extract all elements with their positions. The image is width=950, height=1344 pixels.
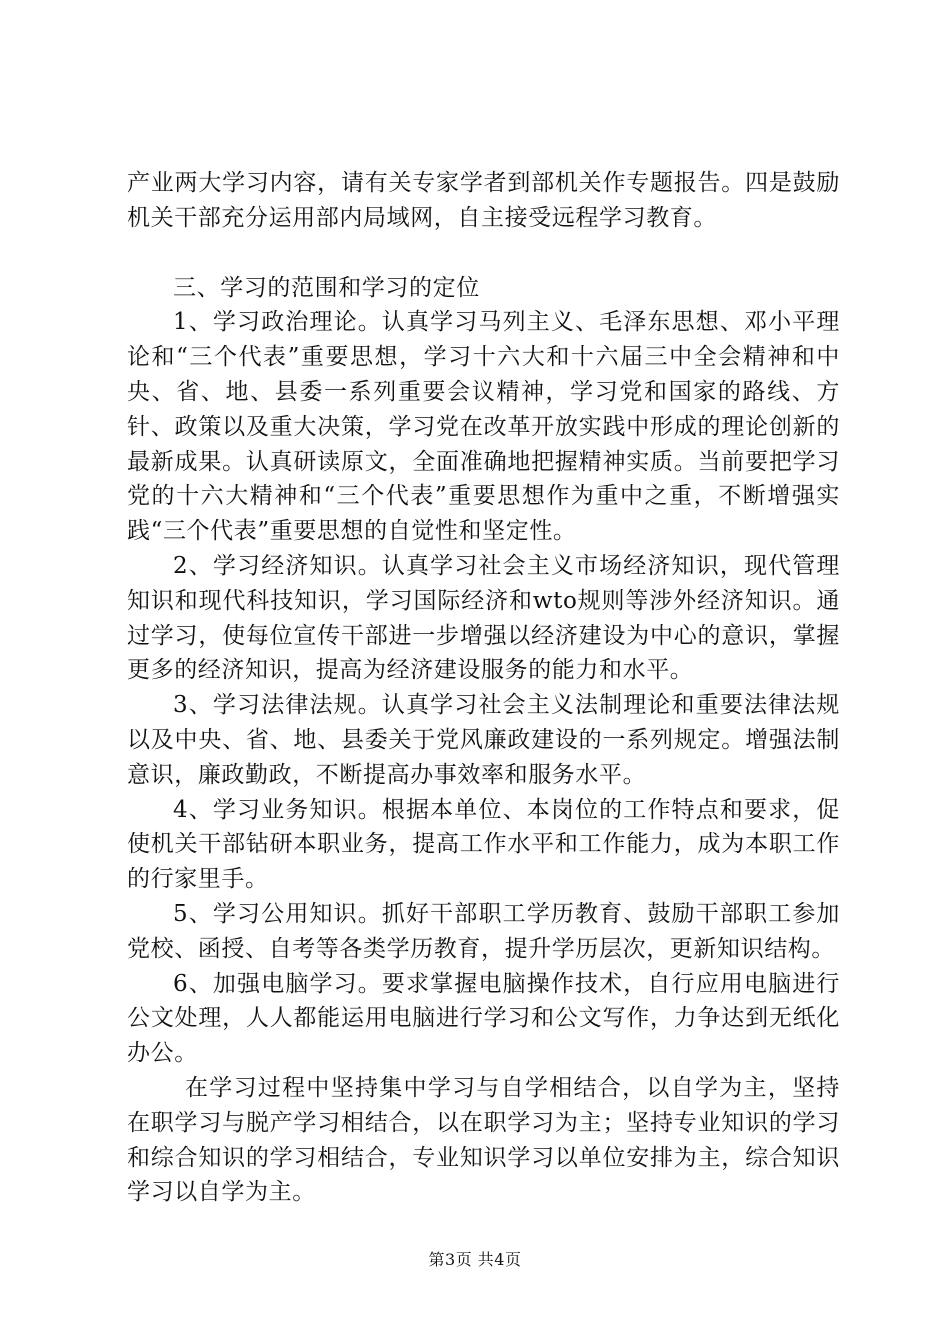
paragraph-economic-knowledge: 2、学习经济知识。认真学习社会主义市场经济知识，现代管理知识和现代科技知识，学习国际经济和wto规则等涉外经济知识。通过学习，使每位宣传干部进一步增强以经济建设为中心的意识，掌握更多的经济知识，提高为经济建设服务的能力和水平。 xyxy=(127,552,840,684)
paragraph-business-knowledge: 4、学习业务知识。根据本单位、本岗位的工作特点和要求，促使机关干部钻研本职业务，提高工作水平和工作能力，成为本职工作的行家里手。 xyxy=(127,796,840,893)
paragraph-laws-regulations: 3、学习法律法规。认真学习社会主义法制理论和重要法律法规以及中央、省、地、县委关于党风廉政建设的一系列规定。增强法制意识，廉政勤政，不断提高办事效率和服务水平。 xyxy=(127,692,840,788)
paragraph-computer-learning: 6、加强电脑学习。要求掌握电脑操作技术，自行应用电脑进行公文处理，人人都能运用电脑进行学习和公文写作，力争达到无纸化办公。 xyxy=(127,970,840,1067)
section-heading: 三、学习的范围和学习的定位 xyxy=(173,274,480,301)
document-body xyxy=(127,166,840,1210)
page-footer: 第3页 共4页 xyxy=(428,1250,522,1269)
paragraph-public-knowledge: 5、学习公用知识。抓好干部职工学历教育、鼓励干部职工参加党校、函授、自考等各类学历教育，提升学历层次，更新知识结构。 xyxy=(127,900,840,962)
paragraph-closing: 在学习过程中坚持集中学习与自学相结合，以自学为主，坚持在职学习与脱产学习相结合，以在职学习为主；坚持专业知识的学习和综合知识的学习相结合，专业知识学习以单位安排为主，综合知识学习以自学为主。 xyxy=(127,1074,840,1206)
paragraph-continuation: 产业两大学习内容，请有关专家学者到部机关作专题报告。四是鼓励机关干部充分运用部内局域网，自主接受远程学习教育。 xyxy=(127,170,840,231)
paragraph-political-theory: 1、学习政治理论。认真学习马列主义、毛泽东思想、邓小平理论和“三个代表”重要思想，学习十六大和十六届三中全会精神和中央、省、地、县委一系列重要会议精神，学习党和国家的路线、方针、政策以及重大决策，学习党在改革开放实践中形成的理论创新的最新成果。认真研读原文，全面准确地把握精神实质。当前要把学习党的十六大精神和“三个代表”重要思想作为重中之重，不断增强实践“三个代表”重要思想的自觉性和坚定性。 xyxy=(127,309,840,545)
